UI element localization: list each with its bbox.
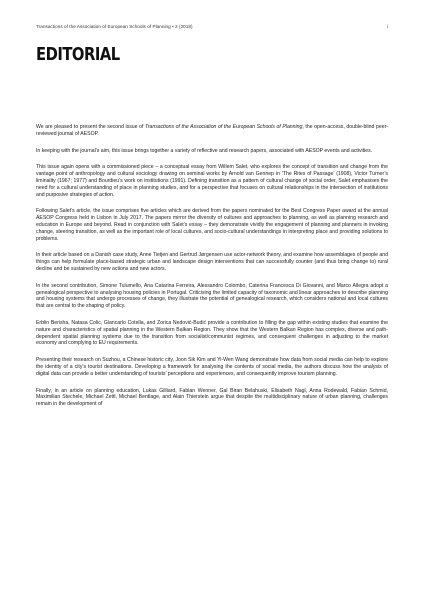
running-head-journal: Transactions of the Association of European Schools of Planning • 2 (2018) <box>36 24 193 29</box>
paragraph-1-text-a: We are pleased to present the second issue of <box>36 124 145 130</box>
paragraph-1-text-b: , the open-access, double-blind peer-reviewed journal of AESOP. <box>36 124 388 137</box>
paragraph-6: In the second contribution, Simone Tulumello, Ana Catarina Ferreira, Alessandro Colombo, Caterina Francesca Di Giovanni, and Marco Allegra adopt a genealogical perspective to analysing housing policies in Portugal. Criticising the limited capacity of taxonomic and linear approaches to describe planning and housing systems that undergo processes of change, they illustrate the potential of genealogical research, which considers national and local cultures that are central to the shaping of policy. <box>36 282 388 310</box>
editorial-body <box>36 124 388 418</box>
paragraph-4: Following Salet’s article, the issue comprises five articles which are derived from the papers nominated for the Best Congress Paper award at the annual AESOP Congress held in Lisbon in July 2017. The papers mirror the diversity of cultures and approaches to planning, as well as planning research and education in Europe and beyond. Read in conjunction with Salet’s essay – they demonstrate vividly the engagement of planning and planners in invoking change, steering transition, as well as the important role of local cultures, and socio-cultural understandings in interpreting place and providing solutions to problems. <box>36 208 388 242</box>
paragraph-1 <box>36 124 388 138</box>
page-number: i <box>386 24 388 29</box>
paragraph-5: In their article based on a Danish case study, Anne Tietjen and Gertrud Jørgensen use actor-network theory, and examine how assemblages of people and things can help formulate place-based strategic urban and landscape design interventions that can successfully counter (and thus bring change to) rural decline and be sustained by new actions and new actors. <box>36 252 388 272</box>
paragraph-7: Erblin Berisha, Natasa Colic, Giancarlo Cotella, and Zorica Nedović-Budić provide a contribution to filling the gap within existing studies that examine the nature and characteristics of spatial planning in the Western Balkan Region. They show that the Western Balkan Region has complex, diverse and path-dependent spatial planning systems due to the transition from socialist/communist regimes, and consequent challenges in adjusting to the market economy and complying to EU requirements. <box>36 319 388 347</box>
paragraph-9: Finally, in an article on planning education, Lukas Gilliard, Fabian Wenner, Gal Biran Belahuski, Elisabeth Nagl, Anna Rodewald, Fabian Schmid, Maximilian Stechele, Michael Zettl, Michael Bentlage, and Alain Thierstein argue that despite the multidisciplinary nature of urban planning, challenges remain in the development of <box>36 387 388 408</box>
paragraph-3: This issue again opens with a commissioned piece – a conceptual essay from Willem Salet, who explores the concept of transition and change from the vantage point of anthropology and cultural sociology drawing on seminal works by Arnold van Gennep in ‘The Rites of Passage’ (1908), Victor Turner’s liminality (1967; 1977) and Bourdieu’s work on institutions (1991). Defining transition as a pattern of cultural change of social order, Salet emphasises the need for a cultural understanding of place in planning studies, and for a perspective that focuses on cultural relationships in the intersection of institutions and purposive strategies of action. <box>36 164 388 198</box>
page-title: EDITORIAL <box>36 44 120 65</box>
paragraph-2: In keeping with the journal’s aim, this issue brings together a variety of reflective and research papers, associated with AESOP events and activities. <box>36 147 373 154</box>
paragraph-8: Presenting their research on Suzhou, a Chinese historic city, Joon Sik Kim and Yi-Wen Wang demonstrate how data from social media can help to explore the identity of a city’s tourist destinations. Developing a framework for analysing the contents of social media, the authors discuss how the analysis of digital data can provide a better understanding of tourists’ perceptions and experiences, and consequently improve tourism planning. <box>36 357 388 377</box>
running-head <box>36 24 388 29</box>
journal-name: Transactions of the Association of the European Schools of Planning <box>145 124 303 130</box>
